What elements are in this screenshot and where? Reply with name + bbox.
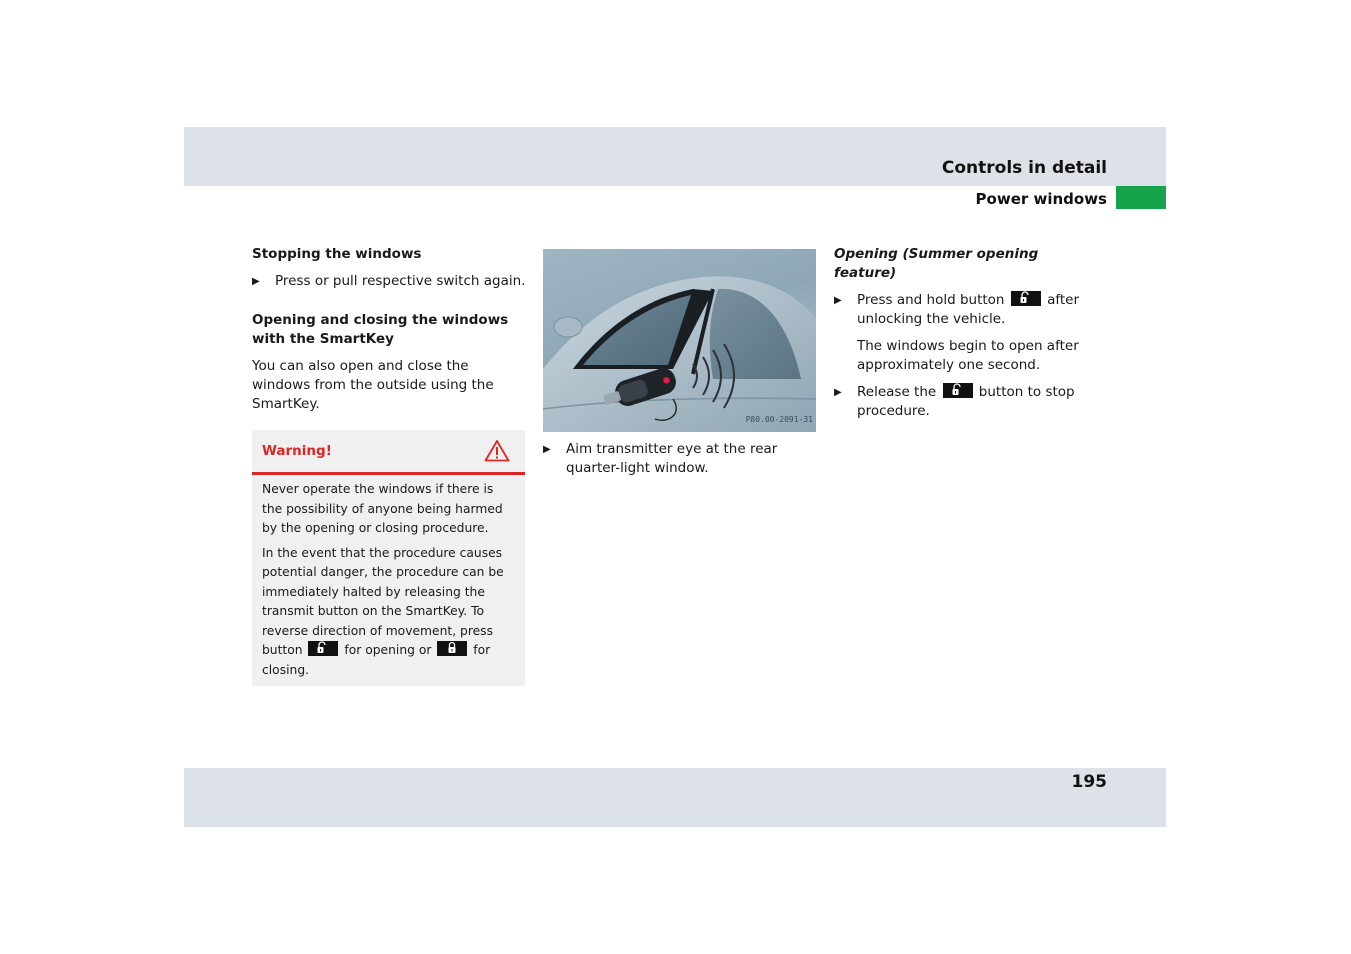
unlock-key-icon <box>308 641 338 656</box>
bullet-arrow-icon: ▶ <box>252 276 260 287</box>
bullet-release <box>834 383 1104 421</box>
warning-header <box>252 430 525 475</box>
warning-paragraph-1: Never operate the windows if there is the possibility of anyone being harmed by the opening or closing procedure. <box>262 482 503 535</box>
car-smartkey-illustration <box>543 249 816 432</box>
subsection-title: Power windows <box>975 190 1107 208</box>
bullet-arrow-icon: ▶ <box>834 295 842 306</box>
caption-text: Aim transmitter eye at the rear quarter-light window. <box>566 441 778 476</box>
note-paragraph: The windows begin to open after approximately one second. <box>857 338 1079 373</box>
heading-smartkey: Opening and closing the windows with the SmartKey <box>252 312 509 347</box>
heading-summer-opening: Opening (Summer opening feature) <box>834 246 1039 281</box>
smartkey-paragraph: You can also open and close the windows from the outside using the SmartKey. <box>252 358 494 412</box>
footer-band <box>184 768 1166 827</box>
section-color-tab <box>1116 186 1166 209</box>
bullet-text: after unlocking the vehicle. <box>857 292 1079 327</box>
unlock-key-icon <box>943 383 973 398</box>
warning-text: for opening or <box>344 643 432 657</box>
bullet-arrow-icon: ▶ <box>834 387 842 398</box>
warning-text: In the event that the procedure causes potential danger, the procedure can be immediately halted by releasing the transmit button on the SmartKey. To reverse direction of movement, press button <box>262 545 504 657</box>
bullet-text: Press or pull respective switch again. <box>275 273 526 289</box>
warning-paragraph-2 <box>262 544 515 681</box>
warning-text: for closing. <box>262 643 491 677</box>
warning-title: Warning! <box>262 443 332 459</box>
unlock-key-icon <box>1011 291 1041 306</box>
column-left <box>252 245 526 686</box>
section-title: Controls in detail <box>941 158 1107 178</box>
heading-stopping-windows: Stopping the windows <box>252 246 422 262</box>
bullet-text: Release the <box>857 384 937 400</box>
figure-caption <box>543 440 816 478</box>
bullet-stopping <box>252 272 526 291</box>
bullet-text: Press and hold button <box>857 292 1005 308</box>
column-middle <box>543 249 816 478</box>
warning-triangle-icon <box>484 439 510 468</box>
column-right <box>834 245 1104 421</box>
page-number: 195 <box>1071 772 1107 792</box>
lock-key-icon <box>437 641 467 656</box>
warning-box <box>252 430 525 686</box>
bullet-text: button to stop procedure. <box>857 384 1075 419</box>
warning-body <box>252 475 525 686</box>
figure-code: P80.00-2091-31 <box>745 415 813 424</box>
bullet-press-hold <box>834 291 1104 329</box>
bullet-arrow-icon: ▶ <box>543 444 551 455</box>
